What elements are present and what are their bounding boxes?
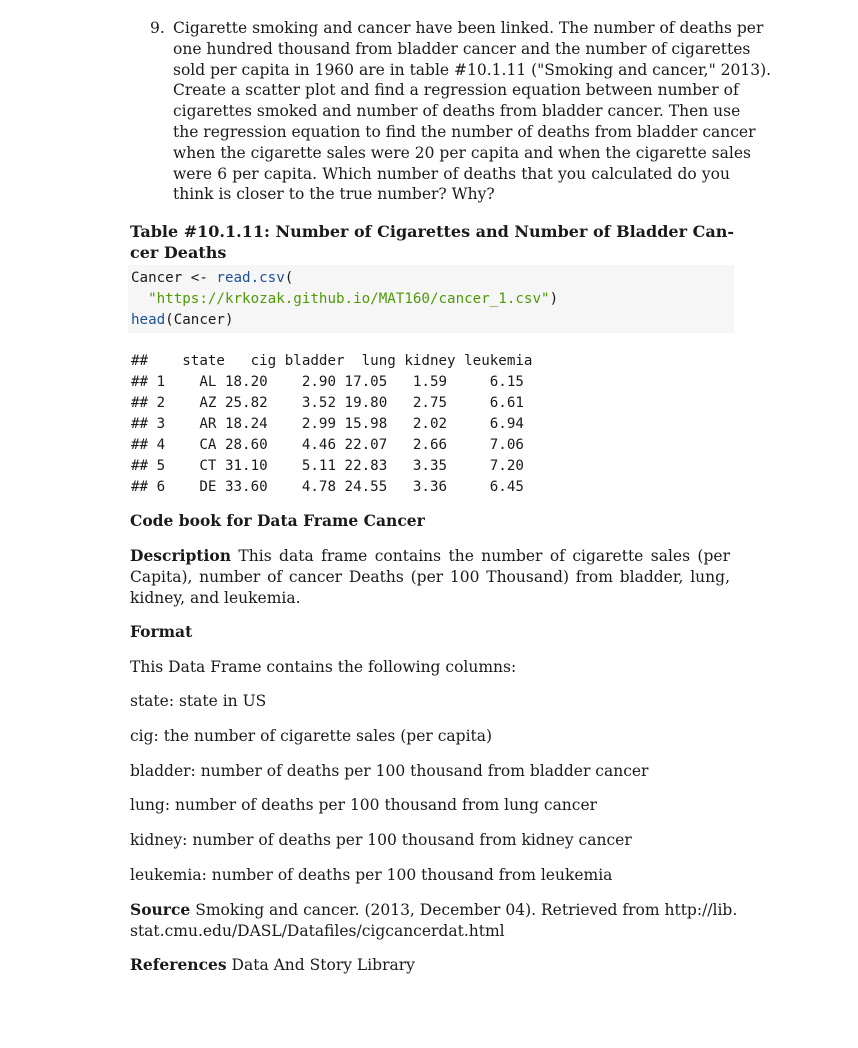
references-line	[130, 956, 415, 974]
description-line: Capita), number of cancer Deaths (per 100 Thousand) from bladder, lung,	[130, 567, 730, 586]
r-output	[131, 351, 532, 498]
column-kidney: kidney: number of deaths per 100 thousand from kidney cancer	[130, 831, 632, 849]
format-intro	[130, 657, 730, 678]
source-paragraph	[130, 900, 738, 942]
format-heading	[130, 622, 730, 643]
column-item	[130, 726, 730, 747]
output-row: ## 5 CT 31.10 5.11 22.83 3.35 7.20	[131, 458, 524, 474]
exercise-line: think is closer to the true number? Why?	[173, 185, 495, 204]
column-item	[130, 691, 730, 712]
source-line: stat.cmu.edu/DASL/Datafiles/cigcancerdat.html	[130, 921, 505, 940]
output-row: ## 1 AL 18.20 2.90 17.05 1.59 6.15	[131, 374, 524, 390]
output-row: ## 4 CA 28.60 4.46 22.07 2.66 7.06	[131, 437, 524, 453]
description-paragraph	[130, 546, 730, 608]
source-label: Source	[130, 900, 191, 919]
exercise-number: 9.	[150, 19, 165, 37]
code-var: Cancer	[131, 270, 183, 286]
code-fn-read: read.csv	[216, 270, 285, 286]
exercise-line: the regression equation to find the number of deaths from bladder cancer	[173, 122, 756, 141]
column-item	[130, 761, 730, 782]
output-row: ## 3 AR 18.24 2.99 15.98 2.02 6.94	[131, 416, 524, 432]
codebook-title	[130, 511, 730, 532]
description-line	[130, 546, 730, 567]
exercise-line: when the cigarette sales were 20 per capita and when the cigarette sales	[173, 143, 751, 162]
r-code-block	[128, 265, 734, 333]
description-text: This data frame contains the number of cigarette sales (per	[238, 547, 730, 565]
source-text: Smoking and cancer. (2013, December 04). Retrieved from http://lib.	[195, 901, 738, 919]
exercise-line: Create a scatter plot and find a regression equation between number of	[173, 81, 739, 100]
code-assign: <-	[182, 270, 217, 286]
code-open-paren: (	[284, 270, 294, 286]
code-close-paren: )	[549, 291, 559, 307]
exercise-text	[173, 18, 772, 205]
code-url-string: "https://krkozak.github.io/MAT160/cancer_1.csv"	[148, 291, 550, 307]
table-caption-line: cer Deaths	[130, 243, 227, 262]
table-caption-line: Table #10.1.11: Number of Cigarettes and Number of Bladder Can-	[130, 222, 734, 241]
exercise-line: Cigarette smoking and cancer have been linked. The number of deaths per	[173, 19, 764, 37]
column-bladder: bladder: number of deaths per 100 thousand from bladder cancer	[130, 762, 649, 780]
references-label: References	[130, 955, 227, 974]
references-text: Data And Story Library	[231, 956, 415, 974]
description-label: Description	[130, 546, 232, 565]
exercise-line: sold per capita in 1960 are in table #10.1.11 ("Smoking and cancer," 2013).	[173, 60, 772, 79]
column-cig: cig: the number of cigarette sales (per capita)	[130, 727, 493, 745]
column-item	[130, 830, 730, 851]
code-fn-head: head	[131, 312, 166, 328]
exercise-line: cigarettes smoked and number of deaths from bladder cancer. Then use	[173, 102, 741, 121]
references-paragraph	[130, 955, 730, 976]
code-lines	[131, 268, 558, 331]
format-intro-text: This Data Frame contains the following columns:	[130, 658, 517, 676]
format-label: Format	[130, 622, 193, 641]
output-header: ## state cig bladder lung kidney leukemia	[131, 353, 533, 369]
output-row: ## 6 DE 33.60 4.78 24.55 3.36 6.45	[131, 479, 524, 495]
codebook-title-text: Code book for Data Frame Cancer	[130, 511, 425, 530]
column-leukemia: leukemia: number of deaths per 100 thousand from leukemia	[130, 866, 613, 884]
column-item	[130, 865, 730, 886]
column-state: state: state in US	[130, 692, 267, 710]
exercise-line: one hundred thousand from bladder cancer and the number of cigarettes	[173, 39, 751, 58]
exercise-line: were 6 per capita. Which number of deaths that you calculated do you	[173, 164, 730, 183]
column-item	[130, 795, 730, 816]
table-caption	[130, 221, 734, 263]
code-head-arg: (Cancer)	[165, 312, 234, 328]
description-line: kidney, and leukemia.	[130, 588, 301, 607]
source-line	[130, 900, 738, 921]
output-row: ## 2 AZ 25.82 3.52 19.80 2.75 6.61	[131, 395, 524, 411]
column-lung: lung: number of deaths per 100 thousand from lung cancer	[130, 796, 598, 814]
